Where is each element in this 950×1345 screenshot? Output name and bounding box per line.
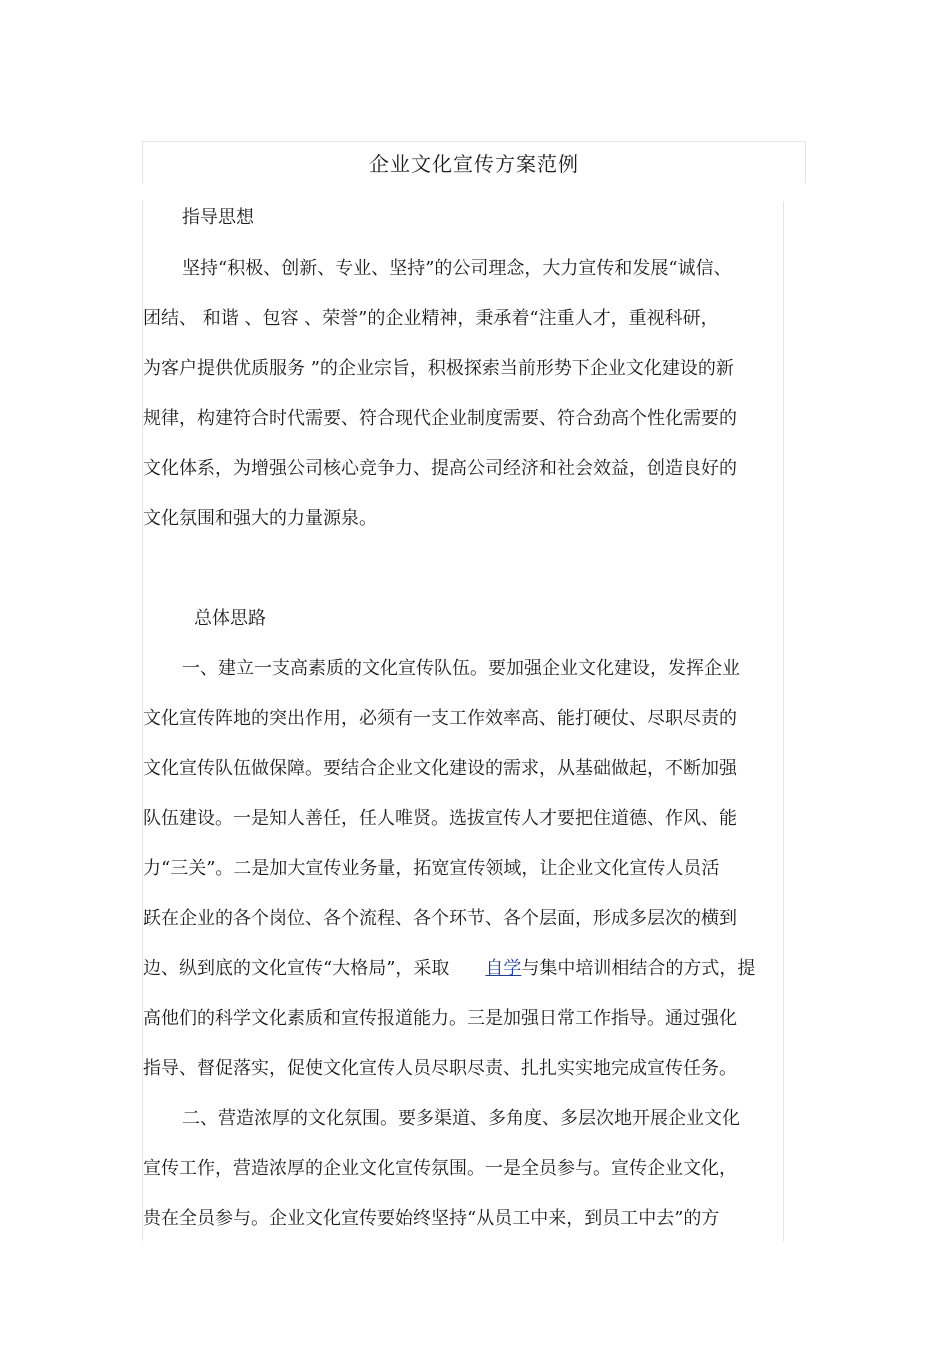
paragraph-line: 一、建立一支高素质的文化宣传队伍。要加强企业文化建设，发挥企业 (182, 658, 740, 679)
line-text-after-link: 与集中培训相结合的方式，提 (521, 958, 756, 979)
paragraph-line: 队伍建设。一是知人善任，任人唯贤。选拔宣传人才要把住道德、作风、能 (143, 808, 737, 829)
paragraph-line: 文化宣传队伍做保障。要结合企业文化建设的需求，从基础做起，不断加强 (143, 758, 737, 779)
paragraph-line: 文化氛围和强大的力量源泉。 (143, 508, 377, 529)
paragraph-line: 规律，构建符合时代需要、符合现代企业制度需要、符合劲高个性化需要的 (143, 408, 737, 429)
self-study-link[interactable]: 自学 (485, 958, 522, 979)
paragraph-line: 文化体系，为增强公司核心竞争力、提高公司经济和社会效益，创造良好的 (143, 458, 737, 479)
paragraph-line: 二、营造浓厚的文化氛围。要多渠道、多角度、多层次地开展企业文化 (182, 1108, 740, 1129)
paragraph-line: 为客户提供优质服务 ”的企业宗旨，积极探索当前形势下企业文化建设的新 (143, 358, 734, 379)
paragraph-line: 文化宣传阵地的突出作用，必须有一支工作效率高、能打硬仗、尽职尽责的 (143, 708, 737, 729)
document-title: 企业文化宣传方案范例 (369, 152, 579, 176)
paragraph-line: 宣传工作，营造浓厚的企业文化宣传氛围。一是全员参与。宣传企业文化， (143, 1158, 737, 1179)
section-heading-overall-approach: 总体思路 (194, 608, 266, 629)
paragraph-line: 坚持“积极、创新、专业、坚持”的公司理念，大力宣传和发展“诚信、 (182, 258, 732, 279)
paragraph-line: 高他们的科学文化素质和宣传报道能力。三是加强日常工作指导。通过强化 (143, 1008, 737, 1029)
line-text-before-link: 边、纵到底的文化宣传“大格局”，采取 (143, 958, 450, 979)
title-frame (142, 141, 806, 183)
section-heading-guiding-ideology: 指导思想 (182, 207, 254, 228)
paragraph-line: 跃在企业的各个岗位、各个流程、各个环节、各个层面，形成多层次的横到 (143, 908, 737, 929)
paragraph-line: 贵在全员参与。企业文化宣传要始终坚持“从员工中来，到员工中去”的方 (143, 1208, 720, 1229)
paragraph-line: 力“三关”。二是加大宣传业务量，拓宽宣传领域，让企业文化宣传人员活 (143, 858, 720, 879)
paragraph-line: 指导、督促落实，促使文化宣传人员尽职尽责、扎扎实实地完成宣传任务。 (143, 1058, 737, 1079)
paragraph-line-with-link (143, 958, 755, 980)
paragraph-line: 团结、 和谐 、包容 、荣誉”的企业精神，秉承着“注重人才，重视科研， (143, 308, 719, 329)
